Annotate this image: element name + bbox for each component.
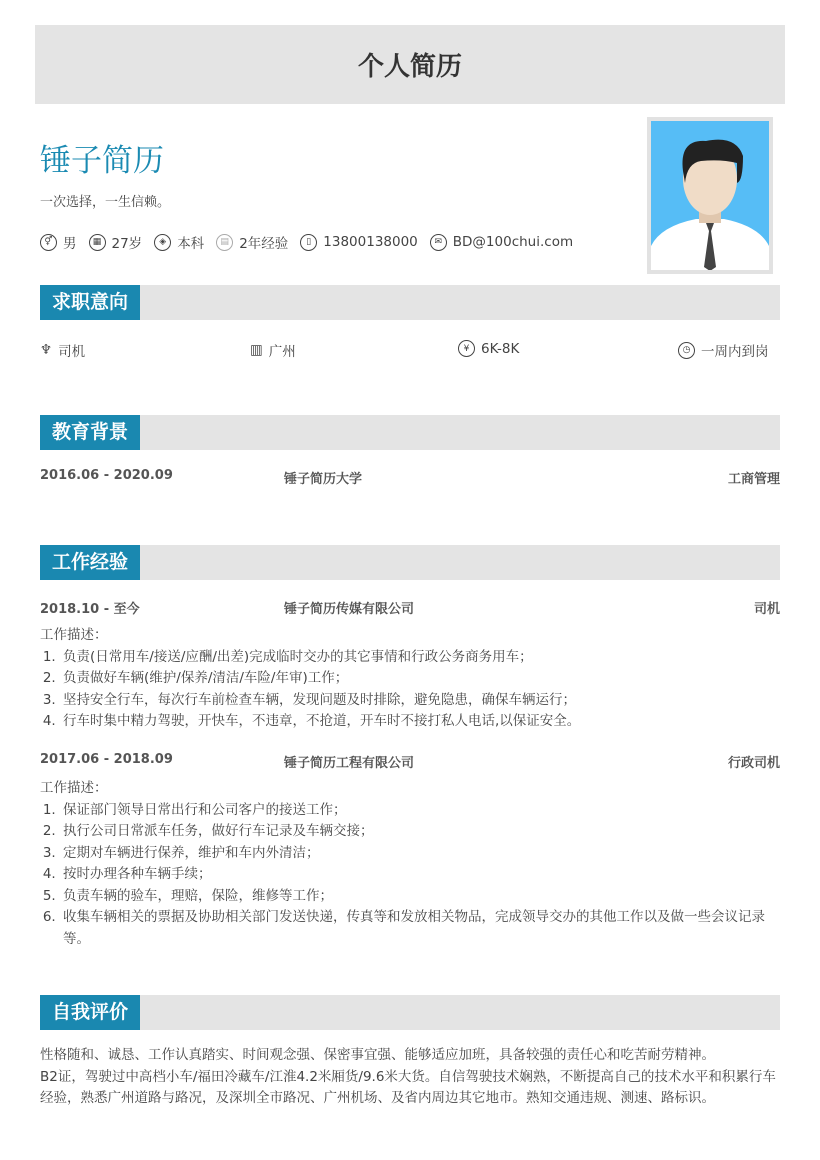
intent-arrival bbox=[678, 340, 769, 360]
duty-item: 4. 按时办理各种车辆手续； bbox=[60, 864, 785, 886]
duty-item: 6. 收集车辆相关的票据及协助相关部门发送快递，传真等和发放相关物品，完成领导交办的其他工作以及做一些会议记录等。 bbox=[60, 907, 785, 950]
intent-position bbox=[40, 340, 85, 360]
email[interactable]: BD@100chui.com bbox=[452, 234, 574, 250]
job-company: 锤子简历工程有限公司 bbox=[284, 756, 415, 771]
duty-item: 2. 执行公司日常派车任务，做好行车记录及车辆交接； bbox=[60, 821, 785, 843]
briefcase-icon: ▤ bbox=[216, 234, 233, 251]
intent-salary bbox=[458, 340, 519, 357]
duty-item: 5. 负责车辆的验车，理赔，保险，维修等工作； bbox=[60, 886, 785, 908]
duty-item: 3. 定期对车辆进行保养，维护和车内外清洁； bbox=[60, 843, 785, 865]
job-title: 司机 bbox=[753, 602, 780, 617]
job-row bbox=[40, 598, 780, 617]
building-icon: ▥ bbox=[250, 342, 263, 358]
section-title: 自我评价 bbox=[40, 995, 140, 1030]
section-title: 工作经验 bbox=[40, 545, 140, 580]
self-evaluation-paragraph: 性格随和、诚恳、工作认真踏实、时间观念强、保密事宜强、能够适应加班，具备较强的责任心和吃苦耐劳精神。 bbox=[40, 1047, 715, 1063]
desc-label: 工作描述： bbox=[40, 780, 108, 796]
personal-info bbox=[40, 232, 573, 252]
job-title: 行政司机 bbox=[727, 756, 780, 771]
gender-icon: ⚥ bbox=[40, 234, 57, 251]
email-icon: ✉ bbox=[430, 234, 447, 251]
city-value: 广州 bbox=[268, 344, 296, 360]
calendar-icon: ▦ bbox=[89, 234, 106, 251]
job-row bbox=[40, 752, 780, 771]
age: 27岁 bbox=[111, 236, 143, 252]
job-period: 2018.10 - 至今 bbox=[40, 602, 140, 617]
candidate-name: 锤子简历 bbox=[40, 143, 164, 179]
education-row bbox=[40, 468, 780, 487]
job-description bbox=[40, 778, 785, 950]
gender: 男 bbox=[63, 236, 77, 252]
graduation-cap-icon: ◈ bbox=[154, 234, 171, 251]
education-level: 本科 bbox=[177, 236, 205, 252]
section-title: 求职意向 bbox=[40, 285, 140, 320]
phone: 13800138000 bbox=[323, 234, 418, 250]
section-header-intent bbox=[40, 285, 780, 320]
section-header-self-evaluation bbox=[40, 995, 780, 1030]
position-value: 司机 bbox=[58, 344, 86, 360]
education-period: 2016.06 - 2020.09 bbox=[40, 468, 173, 483]
salary-value: 6K-8K bbox=[481, 340, 520, 357]
duty-item: 4. 行车时集中精力驾驶，开快车，不违章，不抢道，开车时不接打私人电话,以保证安全。 bbox=[60, 711, 785, 733]
duty-item: 1. 负责(日常用车/接送/应酬/出差)完成临时交办的其它事情和行政公务商务用车； bbox=[60, 647, 785, 669]
profile-photo bbox=[647, 117, 773, 274]
job-description bbox=[40, 625, 785, 733]
experience-years: 2年经验 bbox=[239, 236, 289, 252]
clock-icon: ◷ bbox=[678, 342, 695, 359]
section-title: 教育背景 bbox=[40, 415, 140, 450]
avatar-illustration-icon bbox=[651, 121, 769, 270]
section-header-work bbox=[40, 545, 780, 580]
self-evaluation-paragraph: B2证，驾驶过中高档小车/福田冷藏车/江淮4.2米厢货/9.6米大货。自信驾驶技术娴熟，不断提高自己的技术水平和积累行车经验，熟悉广州道路与路况，及深圳全市路况、广州机场、及省内周边其它地市。熟知交通违规、测速、路标识。 bbox=[40, 1068, 776, 1106]
tie-icon: ♆ bbox=[40, 342, 53, 358]
slogan: 一次选择，一生信赖。 bbox=[40, 195, 171, 210]
yen-icon: ¥ bbox=[458, 340, 475, 357]
desc-label: 工作描述： bbox=[40, 627, 108, 643]
school: 锤子简历大学 bbox=[284, 472, 363, 487]
section-header-education bbox=[40, 415, 780, 450]
self-evaluation bbox=[40, 1045, 785, 1110]
intent-city bbox=[250, 340, 296, 360]
duty-item: 3. 坚持安全行车，每次行车前检查车辆，发现问题及时排除，避免隐患，确保车辆运行； bbox=[60, 690, 785, 712]
arrival-value: 一周内到岗 bbox=[701, 344, 769, 360]
duty-item: 1. 保证部门领导日常出行和公司客户的接送工作； bbox=[60, 800, 785, 822]
major: 工商管理 bbox=[727, 472, 780, 487]
phone-icon: ▯ bbox=[300, 234, 317, 251]
resume-banner-title: 个人简历 bbox=[35, 25, 785, 104]
job-period: 2017.06 - 2018.09 bbox=[40, 752, 173, 767]
duty-item: 2. 负责做好车辆(维护/保养/清洁/车险/年审)工作； bbox=[60, 668, 785, 690]
job-company: 锤子简历传媒有限公司 bbox=[284, 602, 415, 617]
